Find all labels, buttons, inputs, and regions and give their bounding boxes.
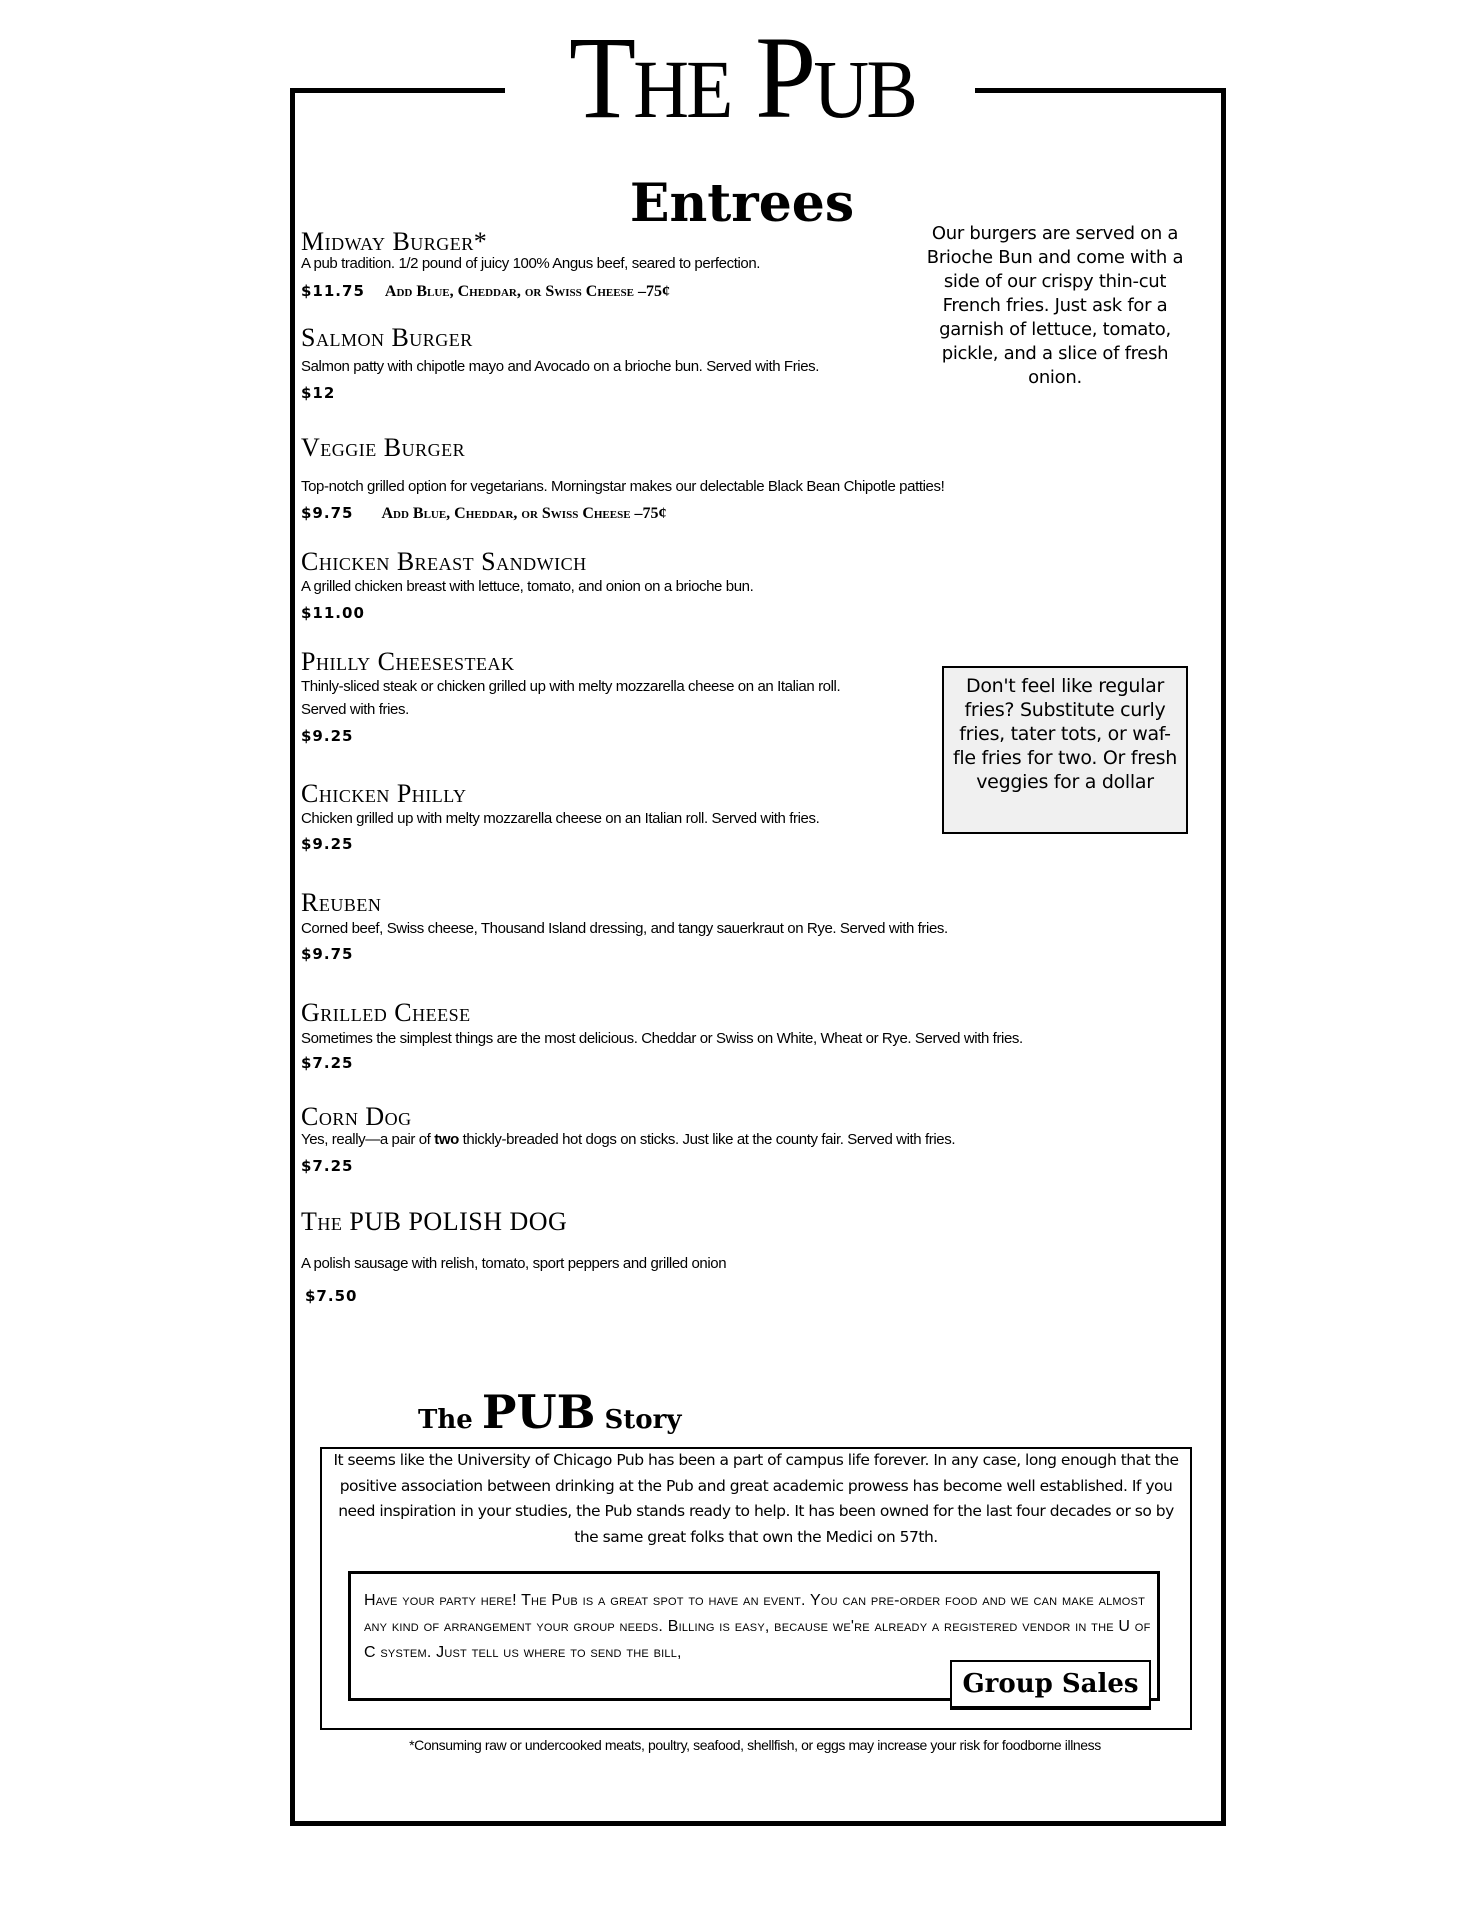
item-description-line: Served with fries.: [301, 701, 409, 718]
item-price: $9.25: [301, 835, 354, 853]
item-price-row: [301, 942, 353, 966]
item-price-row: [301, 501, 667, 526]
item-description-line: Salmon patty with chipotle mayo and Avocado on a brioche bun. Served with Fries.: [301, 358, 820, 375]
item-name: Philly Cheesesteak: [301, 647, 515, 676]
item-price: $9.25: [301, 727, 354, 745]
item-name: Salmon Burger: [301, 323, 473, 352]
item-addon: Add Blue, Cheddar, or Swiss Cheese –75¢: [384, 283, 670, 300]
item-description: [301, 355, 819, 378]
item-description-line: Chicken grilled up with melty mozzarella cheese on an Italian roll. Served with fries.: [301, 810, 820, 827]
group-sales-text: Have your party here! The Pub is a great spot to have an event. You can pre-order food and we can make almost any kind of arrangement your group needs. Billing is easy, because we're already a registered vendor in the U of C system. Just tell us where to send the bill,: [364, 1592, 1151, 1661]
item-description: [301, 475, 944, 498]
item-description: [301, 1128, 955, 1151]
item-price: $7.50: [305, 1287, 358, 1305]
item-price-row: [305, 1284, 357, 1308]
item-price: $11.00: [301, 604, 365, 622]
item-name: Reuben: [301, 888, 382, 917]
item-name: Corn Dog: [301, 1102, 412, 1131]
footnote: *Consuming raw or undercooked meats, poultry, seafood, shellfish, or eggs may increase your risk for foodborne illness: [409, 1737, 1101, 1753]
item-description-line: A grilled chicken breast with lettuce, tomato, and onion on a brioche bun.: [301, 578, 754, 595]
item-price: $12: [301, 384, 336, 402]
story-title-big: PUB: [481, 1385, 596, 1439]
item-description: [301, 1252, 726, 1275]
item-description-part: thickly-breaded hot dogs on sticks. Just like at the county fair. Served with fries.: [458, 1131, 956, 1148]
item-name: Midway Burger*: [301, 227, 488, 256]
item-description: [301, 252, 760, 275]
item-description-line: Thinly-sliced steak or chicken grilled up with melty mozzarella cheese on an Italian roll.: [301, 678, 841, 695]
item-price: $11.75: [301, 282, 365, 300]
item-price-row: [301, 601, 365, 625]
story-title-pre: The: [418, 1405, 473, 1435]
item-price-row: [301, 381, 335, 405]
item-name: Chicken Philly: [301, 779, 467, 808]
story-title-post: Story: [604, 1405, 682, 1435]
item-price-row: [301, 1154, 353, 1178]
item-description: [301, 917, 948, 940]
item-description-line: A pub tradition. 1/2 pound of juicy 100% Angus beef, seared to perfection.: [301, 255, 761, 272]
item-addon: Add Blue, Cheddar, or Swiss Cheese –75¢: [381, 505, 667, 522]
item-description-part: two: [434, 1131, 459, 1148]
item-price: $7.25: [301, 1157, 354, 1175]
item-price: $7.25: [301, 1054, 354, 1072]
story-text: It seems like the University of Chicago Pub has been a part of campus life forever. In any case, long enough that the positive association between drinking at the Pub and great academic prowess has become well established. If you need inspiration in your studies, the Pub stands ready to help. It has been owned for the last four decades or so by the same great folks that own the Medici on 57th.: [333, 1451, 1179, 1546]
item-price: $9.75: [301, 945, 354, 963]
story-title: [418, 1385, 681, 1439]
item-name: Chicken Breast Sandwich: [301, 547, 587, 576]
item-description: [301, 575, 753, 598]
item-price: $9.75: [301, 504, 354, 522]
item-price-row: [301, 279, 670, 304]
item-description-line: A polish sausage with relish, tomato, sport peppers and grilled onion: [301, 1255, 727, 1272]
item-description-line: Top-notch grilled option for vegetarians. Morningstar makes our delectable Black Bean Chipotle patties!: [301, 478, 945, 495]
item-price-row: [301, 832, 353, 856]
item-description-part: Yes, really—a pair of: [301, 1131, 435, 1148]
group-sales-label: Group Sales: [950, 1660, 1151, 1710]
item-price-row: [301, 1051, 353, 1075]
fries-substitution-box: Don't feel like regular fries? Substitute curly fries, tater tots, or waf-fle fries for two. Or fresh veggies for a dollar: [942, 666, 1188, 834]
item-name: The PUB POLISH DOG: [301, 1207, 568, 1236]
item-description: [301, 675, 840, 721]
item-description-line: Sometimes the simplest things are the most delicious. Cheddar or Swiss on White, Wheat or Rye. Served with fries.: [301, 1030, 1023, 1047]
page-title: The Pub: [568, 12, 916, 143]
item-description: [301, 1027, 1023, 1050]
item-name: Veggie Burger: [301, 433, 466, 462]
burger-note: Our burgers are served on a Brioche Bun and come with a side of our crispy thin-cut French fries. Just ask for a garnish of lettuce, tomato, pickle, and a slice of fresh onion.: [926, 223, 1184, 388]
item-description: [301, 807, 819, 830]
item-description-line: Corned beef, Swiss cheese, Thousand Island dressing, and tangy sauerkraut on Rye. Served with fries.: [301, 920, 948, 937]
item-price-row: [301, 724, 353, 748]
section-title: Entrees: [629, 173, 855, 234]
item-name: Grilled Cheese: [301, 998, 471, 1027]
